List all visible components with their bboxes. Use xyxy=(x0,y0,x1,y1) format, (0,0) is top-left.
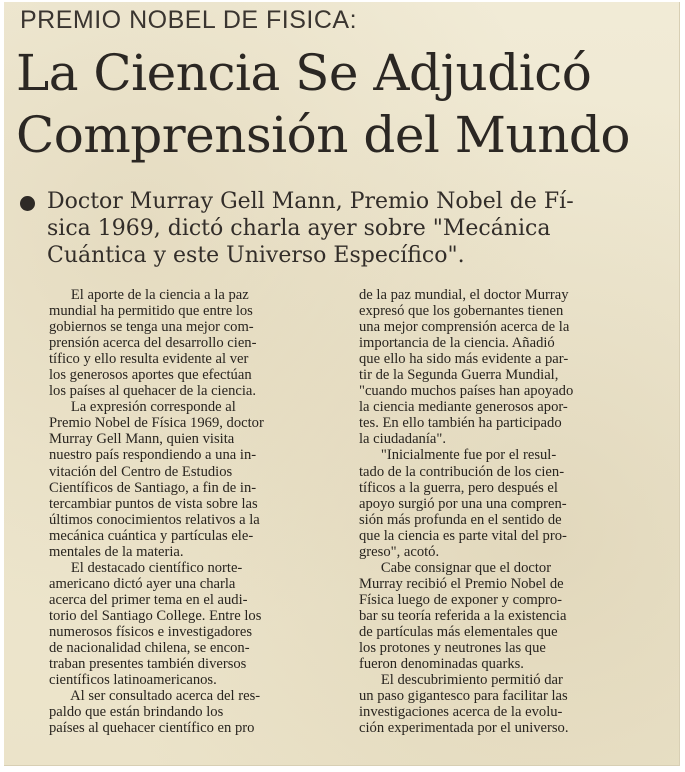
body-text-line: Al ser consultado acerca del res- xyxy=(49,688,261,705)
deck-line-2: sica 1969, dictó charla ayer sobre "Mecánica xyxy=(47,216,551,241)
body-text-line: bar su teoría referida a la existencia xyxy=(359,607,567,624)
body-text-line: Científicos de Santiago, a fin de in- xyxy=(49,479,257,496)
body-text-line: importancia de la ciencia. Añadió xyxy=(359,335,555,352)
body-text-line: "cuando muchos países han apoyado xyxy=(359,383,574,400)
body-text-line: fueron denominadas quarks. xyxy=(359,656,524,673)
deck-summary xyxy=(20,188,670,269)
body-text-line: Murray Gell Mann, quien visita xyxy=(49,431,235,448)
body-text-line: mecánica cuántica y partículas ele- xyxy=(49,527,254,544)
body-text-line: prensión acerca del desarrollo cien- xyxy=(49,335,257,352)
body-text-line: un paso gigantesco para facilitar las xyxy=(359,688,568,705)
body-text-line: los generosos aportes que efectúan xyxy=(49,367,252,384)
body-text-line: expresó que los gobernantes tienen xyxy=(359,303,564,320)
body-text-line: países al quehacer científico en pro xyxy=(49,720,255,737)
body-text-line: nuestro país respondiendo a una in- xyxy=(49,447,257,464)
headline-line-1: La Ciencia Se Adjudicó xyxy=(16,44,592,102)
bullet-icon xyxy=(20,196,35,211)
body-text-line: que la ciencia es parte vital del pro- xyxy=(359,527,567,544)
body-text-line: tífico y ello resulta evidente al ver xyxy=(49,351,249,368)
body-column-right xyxy=(359,287,667,736)
body-text-line: Física luego de exponer y compro- xyxy=(359,591,563,608)
body-text-line: "Inicialmente fue por el resul- xyxy=(359,447,557,464)
body-text-line: últimos conocimientos relativos a la xyxy=(49,511,260,528)
body-text-line: El destacado científico norte- xyxy=(49,559,243,576)
body-text-line: tíficos a la guerra, pero después el xyxy=(359,479,558,496)
body-text-line: los países al quehacer de la ciencia. xyxy=(49,383,257,400)
body-text-line: de nacionalidad chilena, se encon- xyxy=(49,640,250,657)
kicker-heading: PREMIO NOBEL DE FISICA: xyxy=(20,6,358,34)
body-text-line: Cabe consignar que el doctor xyxy=(359,559,552,576)
body-text-line: de partículas más elementales que xyxy=(359,623,558,640)
body-text-line: científicos latinoamericanos. xyxy=(49,672,217,689)
body-text-line: sión más profunda en el sentido de xyxy=(359,511,562,528)
headline-line-2: Comprensión del Mundo xyxy=(16,106,631,164)
deck-line-3: Cuántica y este Universo Específico". xyxy=(47,243,465,268)
body-text-line: apoyo surgió por una una compren- xyxy=(359,495,567,512)
body-text-line: paldo que están brindando los xyxy=(49,704,224,721)
body-text-line: gobiernos se tenga una mejor com- xyxy=(49,319,254,336)
deck-line-1: Doctor Murray Gell Mann, Premio Nobel de Fí- xyxy=(47,189,574,214)
body-text-line: numerosos físicos e investigadores xyxy=(49,623,253,640)
body-text-line: Premio Nobel de Física 1969, doctor xyxy=(49,415,264,432)
headline xyxy=(16,42,676,166)
body-text-line: El descubrimiento permitió dar xyxy=(359,672,563,689)
body-text-line: una mejor comprensión acerca de la xyxy=(359,319,570,336)
body-text-line: ción experimentada por el universo. xyxy=(359,720,569,737)
body-text-line: la ciencia mediante generosos apor- xyxy=(359,399,568,416)
body-text-line: tercambiar puntos de vista sobre las xyxy=(49,495,258,512)
body-text-line: tes. En ello también ha participado xyxy=(359,415,562,432)
body-text-line: americano dictó ayer una charla xyxy=(49,575,236,592)
body-text-line: La expresión corresponde al xyxy=(49,399,236,416)
body-text-line: vitación del Centro de Estudios xyxy=(49,463,233,480)
body-text-line: traban presentes también diversos xyxy=(49,656,247,673)
body-text-line: los protones y neutrones las que xyxy=(359,640,546,657)
body-text-line: greso", acotó. xyxy=(359,543,440,560)
body-text-line: investigaciones acerca de la evolu- xyxy=(359,704,563,721)
body-text-line: de la paz mundial, el doctor Murray xyxy=(359,287,569,303)
body-text-line: El aporte de la ciencia a la paz xyxy=(49,287,249,303)
body-column-left xyxy=(49,287,329,736)
body-text-line: la ciudadanía". xyxy=(359,431,446,448)
body-text-line: Murray recibió el Premio Nobel de xyxy=(359,575,564,592)
body-text-line: torio del Santiago College. Entre los xyxy=(49,607,262,624)
body-text-line: mentales de la materia. xyxy=(49,543,184,560)
body-text-line: tado de la contribución de los cien- xyxy=(359,463,565,480)
body-text-line: mundial ha permitido que entre los xyxy=(49,303,253,320)
body-text-line: que ello ha sido más evidente a par- xyxy=(359,351,569,368)
body-text-line: acerca del primer tema en el audi- xyxy=(49,591,248,608)
body-text-line: tir de la Segunda Guerra Mundial, xyxy=(359,367,559,384)
newspaper-clipping xyxy=(4,2,680,766)
